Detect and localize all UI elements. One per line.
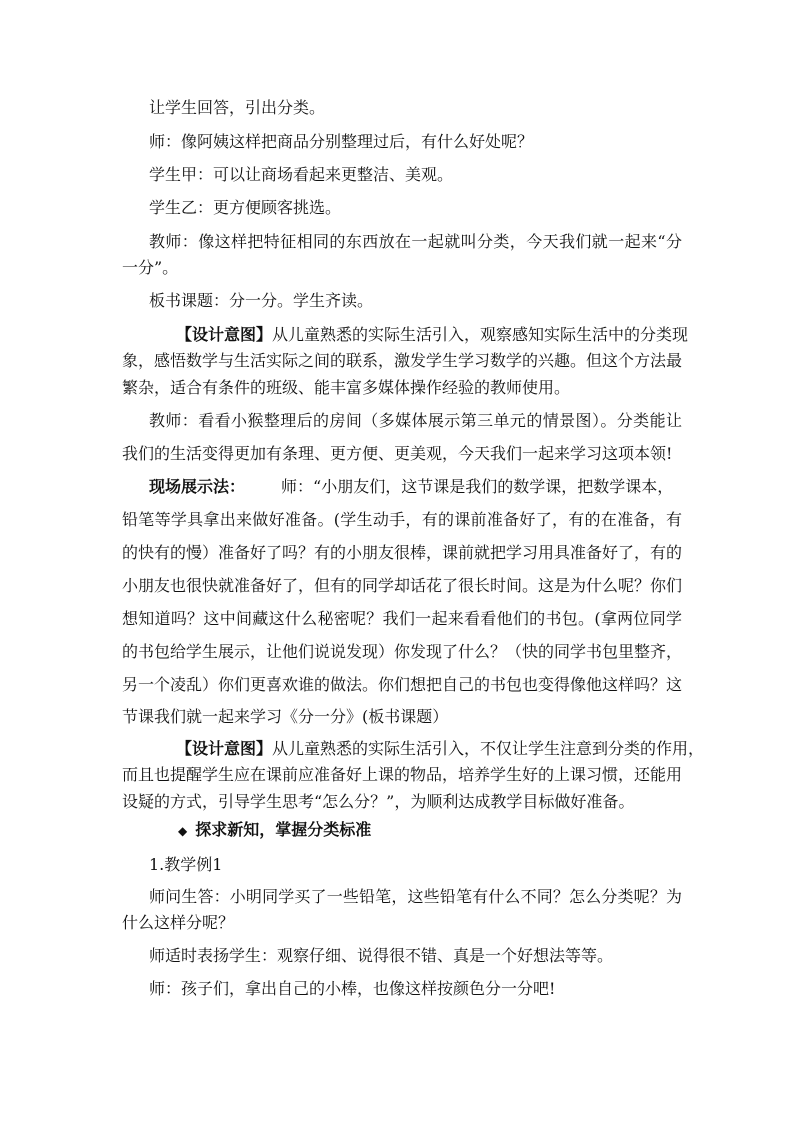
paragraph-line: 教师：看看小猴整理后的房间（多媒体展示第三单元的情景图）。分类能让 bbox=[149, 411, 682, 430]
paragraph-line: 设疑的方式，引导学生思考“怎么分？”，为顺利达成教学目标做好准备。 bbox=[122, 792, 635, 811]
paragraph-line: 教师：像这样把特征相同的东西放在一起就叫分类，今天我们就一起来“分 bbox=[149, 232, 682, 251]
paragraph-line: 什么这样分呢？ bbox=[122, 913, 235, 932]
paragraph-line: 另一个凌乱）你们更喜欢谁的做法。你们想把自己的书包也变得像他这样吗？这 bbox=[122, 675, 683, 694]
paragraph-line: 小朋友也很快就准备好了，但有的同学却话花了很长时间。这是为什么呢？你们 bbox=[122, 576, 683, 595]
paragraph-line: 学生乙：更方便顾客挑选。 bbox=[149, 198, 342, 217]
live-method-paragraph bbox=[149, 477, 682, 497]
paragraph-line: 象，感悟数学与生活实际之间的联系，激发学生学习数学的兴趣。但这个方法最 bbox=[122, 351, 683, 370]
section-heading: ◆ 探求新知，掌握分类标准 bbox=[178, 820, 372, 839]
paragraph-line: 的快有的慢）准备好了吗？有的小朋友很棒，课前就把学习用具准备好了，有的 bbox=[122, 543, 683, 562]
paragraph-line: 铅笔等学具拿出来做好准备。(学生动手，有的课前准备好了，有的在准备，有 bbox=[122, 510, 682, 529]
design-intent-label: 【设计意图】 bbox=[176, 325, 273, 344]
paragraph-line: 师问生答：小明同学买了一些铅笔，这些铅笔有什么不同？怎么分类呢？为 bbox=[149, 887, 682, 906]
paragraph-line: 师：孩子们，拿出自己的小棒，也像这样按颜色分一分吧! bbox=[149, 979, 556, 998]
design-intent-paragraph bbox=[176, 739, 705, 759]
paragraph-line: 我们的生活变得更加有条理、更方便、更美观，今天我们一起来学习这项本领! bbox=[122, 444, 673, 463]
paragraph-line: 板书课题：分一分。学生齐读。 bbox=[149, 291, 374, 310]
paragraph-line: 繁杂，适合有条件的班级、能丰富多媒体操作经验的教师使用。 bbox=[122, 378, 571, 397]
paragraph-line: 从儿童熟悉的实际生活引入，不仅让学生注意到分类的作用， bbox=[272, 739, 705, 758]
paragraph-line: 师：“小朋友们，这节课是我们的数学课，把数学课本， bbox=[281, 477, 674, 496]
paragraph-line: 节课我们就一起来学习《分一分》(板书课题） bbox=[122, 707, 449, 726]
paragraph-line: 师：像阿姨这样把商品分别整理过后，有什么好处呢？ bbox=[149, 132, 534, 151]
paragraph-line: 一分”。 bbox=[122, 258, 179, 277]
paragraph-line: 想知道吗？这中间藏这什么秘密呢？我们一起来看看他们的书包。(拿两位同学 bbox=[122, 609, 682, 628]
paragraph-line: 从儿童熟悉的实际生活引入，观察感知实际生活中的分类现 bbox=[272, 325, 689, 344]
paragraph-line: 的书包给学生展示，让他们说说发现）你发现了什么？（快的同学书包里整齐， bbox=[122, 642, 683, 661]
paragraph-line: 学生甲：可以让商场看起来更整洁、美观。 bbox=[149, 165, 454, 184]
paragraph-line: 1.教学例1 bbox=[149, 855, 223, 874]
live-method-label: 现场展示法： bbox=[149, 477, 246, 496]
design-intent-paragraph bbox=[176, 325, 689, 345]
paragraph-line: 而且也提醒学生应在课前应准备好上课的物品，培养学生好的上课习惯，还能用 bbox=[122, 765, 683, 784]
paragraph-line: 师适时表扬学生：观察仔细、说得很不错、真是一个好想法等等。 bbox=[149, 946, 614, 965]
paragraph-line: 让学生回答，引出分类。 bbox=[149, 98, 326, 117]
diamond-icon: ◆ bbox=[178, 824, 188, 838]
design-intent-label: 【设计意图】 bbox=[176, 739, 273, 758]
